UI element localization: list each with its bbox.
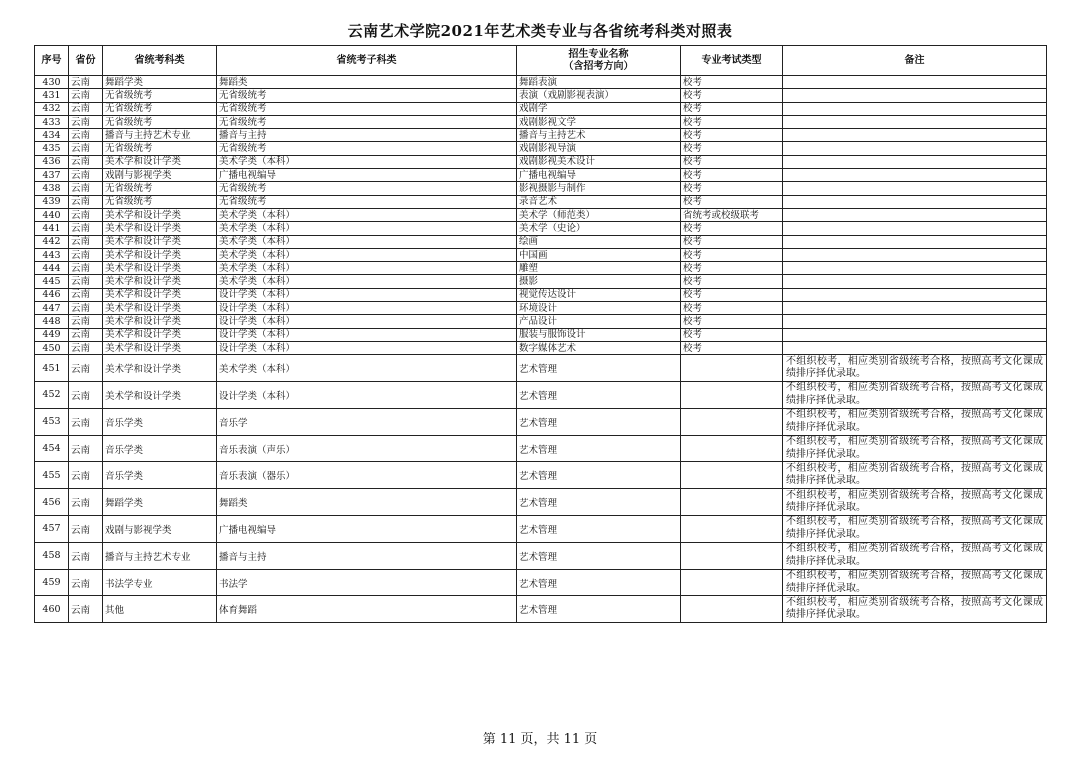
cell-major: 戏剧影视导演 bbox=[517, 142, 681, 155]
cell-seq: 431 bbox=[35, 89, 69, 102]
table-row bbox=[35, 76, 1047, 89]
cell-remark bbox=[783, 182, 1047, 195]
cell-exam-type bbox=[681, 542, 783, 569]
cell-seq: 447 bbox=[35, 302, 69, 315]
cell-seq: 458 bbox=[35, 542, 69, 569]
cell-major: 产品设计 bbox=[517, 315, 681, 328]
cell-subcategory: 设计学类（本科） bbox=[217, 315, 517, 328]
header-province: 省份 bbox=[69, 46, 103, 76]
cell-remark bbox=[783, 288, 1047, 301]
cell-remark bbox=[783, 89, 1047, 102]
cell-subcategory: 美术学类（本科） bbox=[217, 222, 517, 235]
header-remark: 备注 bbox=[783, 46, 1047, 76]
cell-major: 环境设计 bbox=[517, 302, 681, 315]
cell-category: 音乐学类 bbox=[103, 408, 217, 435]
cell-category: 播音与主持艺术专业 bbox=[103, 542, 217, 569]
cell-subcategory: 设计学类（本科） bbox=[217, 328, 517, 341]
cell-category: 戏剧与影视学类 bbox=[103, 169, 217, 182]
table-row bbox=[35, 569, 1047, 596]
cell-seq: 436 bbox=[35, 155, 69, 168]
cell-subcategory: 美术学类（本科） bbox=[217, 248, 517, 261]
cell-exam-type: 校考 bbox=[681, 182, 783, 195]
cell-seq: 449 bbox=[35, 328, 69, 341]
cell-province: 云南 bbox=[69, 129, 103, 142]
cell-exam-type: 校考 bbox=[681, 341, 783, 354]
cell-category: 美术学和设计学类 bbox=[103, 275, 217, 288]
cell-remark: 不组织校考，相应类别省级统考合格，按照高考文化课成绩排序择优录取。 bbox=[783, 542, 1047, 569]
cell-subcategory: 广播电视编导 bbox=[217, 169, 517, 182]
table-row bbox=[35, 382, 1047, 409]
cell-subcategory: 美术学类（本科） bbox=[217, 155, 517, 168]
header-major-line1: 招生专业名称 bbox=[568, 48, 629, 60]
mapping-table bbox=[34, 45, 1047, 623]
cell-remark bbox=[783, 302, 1047, 315]
cell-category: 无省级统考 bbox=[103, 102, 217, 115]
cell-remark: 不组织校考，相应类别省级统考合格，按照高考文化课成绩排序择优录取。 bbox=[783, 462, 1047, 489]
table-row bbox=[35, 462, 1047, 489]
table-row bbox=[35, 89, 1047, 102]
cell-remark bbox=[783, 142, 1047, 155]
cell-remark bbox=[783, 208, 1047, 221]
cell-subcategory: 无省级统考 bbox=[217, 195, 517, 208]
cell-subcategory: 设计学类（本科） bbox=[217, 302, 517, 315]
cell-category: 美术学和设计学类 bbox=[103, 288, 217, 301]
cell-exam-type bbox=[681, 516, 783, 543]
cell-exam-type: 校考 bbox=[681, 222, 783, 235]
cell-exam-type: 校考 bbox=[681, 129, 783, 142]
table-row bbox=[35, 169, 1047, 182]
table-row bbox=[35, 195, 1047, 208]
cell-subcategory: 设计学类（本科） bbox=[217, 288, 517, 301]
cell-category: 无省级统考 bbox=[103, 89, 217, 102]
cell-category: 美术学和设计学类 bbox=[103, 235, 217, 248]
cell-category: 美术学和设计学类 bbox=[103, 315, 217, 328]
cell-exam-type: 校考 bbox=[681, 102, 783, 115]
cell-category: 无省级统考 bbox=[103, 182, 217, 195]
cell-province: 云南 bbox=[69, 288, 103, 301]
table-row bbox=[35, 341, 1047, 354]
cell-province: 云南 bbox=[69, 569, 103, 596]
cell-major: 数字媒体艺术 bbox=[517, 341, 681, 354]
cell-province: 云南 bbox=[69, 302, 103, 315]
table-row bbox=[35, 155, 1047, 168]
cell-category: 音乐学类 bbox=[103, 462, 217, 489]
cell-province: 云南 bbox=[69, 489, 103, 516]
cell-category: 美术学和设计学类 bbox=[103, 222, 217, 235]
cell-subcategory: 美术学类（本科） bbox=[217, 262, 517, 275]
cell-remark bbox=[783, 102, 1047, 115]
table-row bbox=[35, 408, 1047, 435]
cell-exam-type bbox=[681, 435, 783, 462]
cell-exam-type: 校考 bbox=[681, 142, 783, 155]
cell-exam-type: 校考 bbox=[681, 76, 783, 89]
cell-province: 云南 bbox=[69, 341, 103, 354]
cell-exam-type: 校考 bbox=[681, 328, 783, 341]
cell-major: 艺术管理 bbox=[517, 596, 681, 623]
cell-exam-type bbox=[681, 596, 783, 623]
cell-category: 美术学和设计学类 bbox=[103, 341, 217, 354]
cell-major: 戏剧学 bbox=[517, 102, 681, 115]
cell-province: 云南 bbox=[69, 435, 103, 462]
cell-major: 戏剧影视美术设计 bbox=[517, 155, 681, 168]
table-row bbox=[35, 248, 1047, 261]
cell-province: 云南 bbox=[69, 275, 103, 288]
cell-province: 云南 bbox=[69, 169, 103, 182]
cell-remark: 不组织校考，相应类别省级统考合格，按照高考文化课成绩排序择优录取。 bbox=[783, 382, 1047, 409]
cell-seq: 445 bbox=[35, 275, 69, 288]
table-header-row bbox=[35, 46, 1047, 76]
cell-category: 音乐学类 bbox=[103, 435, 217, 462]
cell-major: 美术学（师范类） bbox=[517, 208, 681, 221]
cell-exam-type bbox=[681, 408, 783, 435]
cell-province: 云南 bbox=[69, 516, 103, 543]
cell-category: 戏剧与影视学类 bbox=[103, 516, 217, 543]
cell-province: 云南 bbox=[69, 382, 103, 409]
cell-seq: 446 bbox=[35, 288, 69, 301]
table-row bbox=[35, 129, 1047, 142]
table-row bbox=[35, 142, 1047, 155]
cell-category: 美术学和设计学类 bbox=[103, 248, 217, 261]
cell-subcategory: 无省级统考 bbox=[217, 115, 517, 128]
cell-category: 美术学和设计学类 bbox=[103, 355, 217, 382]
cell-remark bbox=[783, 328, 1047, 341]
cell-remark: 不组织校考，相应类别省级统考合格，按照高考文化课成绩排序择优录取。 bbox=[783, 489, 1047, 516]
cell-seq: 457 bbox=[35, 516, 69, 543]
cell-remark bbox=[783, 76, 1047, 89]
cell-remark bbox=[783, 155, 1047, 168]
cell-subcategory: 播音与主持 bbox=[217, 542, 517, 569]
cell-category: 舞蹈学类 bbox=[103, 76, 217, 89]
cell-category: 无省级统考 bbox=[103, 142, 217, 155]
cell-subcategory: 舞蹈类 bbox=[217, 489, 517, 516]
cell-exam-type: 省统考或校级联考 bbox=[681, 208, 783, 221]
cell-province: 云南 bbox=[69, 102, 103, 115]
cell-province: 云南 bbox=[69, 596, 103, 623]
cell-major: 广播电视编导 bbox=[517, 169, 681, 182]
cell-major: 录音艺术 bbox=[517, 195, 681, 208]
cell-subcategory: 音乐表演（器乐） bbox=[217, 462, 517, 489]
table-row bbox=[35, 235, 1047, 248]
cell-remark bbox=[783, 235, 1047, 248]
cell-major: 艺术管理 bbox=[517, 435, 681, 462]
cell-province: 云南 bbox=[69, 115, 103, 128]
cell-remark bbox=[783, 275, 1047, 288]
cell-major: 艺术管理 bbox=[517, 408, 681, 435]
table-row bbox=[35, 288, 1047, 301]
cell-province: 云南 bbox=[69, 235, 103, 248]
table-row bbox=[35, 355, 1047, 382]
cell-subcategory: 美术学类（本科） bbox=[217, 355, 517, 382]
cell-major: 艺术管理 bbox=[517, 382, 681, 409]
cell-major: 服装与服饰设计 bbox=[517, 328, 681, 341]
cell-category: 书法学专业 bbox=[103, 569, 217, 596]
cell-exam-type: 校考 bbox=[681, 262, 783, 275]
cell-subcategory: 舞蹈类 bbox=[217, 76, 517, 89]
cell-province: 云南 bbox=[69, 328, 103, 341]
cell-province: 云南 bbox=[69, 542, 103, 569]
cell-major: 艺术管理 bbox=[517, 489, 681, 516]
table-row bbox=[35, 302, 1047, 315]
cell-category: 美术学和设计学类 bbox=[103, 262, 217, 275]
cell-seq: 442 bbox=[35, 235, 69, 248]
cell-subcategory: 音乐表演（声乐） bbox=[217, 435, 517, 462]
cell-remark bbox=[783, 129, 1047, 142]
cell-subcategory: 无省级统考 bbox=[217, 142, 517, 155]
cell-major: 表演（戏剧影视表演） bbox=[517, 89, 681, 102]
cell-seq: 433 bbox=[35, 115, 69, 128]
cell-subcategory: 广播电视编导 bbox=[217, 516, 517, 543]
cell-major: 艺术管理 bbox=[517, 355, 681, 382]
cell-province: 云南 bbox=[69, 248, 103, 261]
cell-seq: 432 bbox=[35, 102, 69, 115]
table-row bbox=[35, 275, 1047, 288]
table-row bbox=[35, 516, 1047, 543]
cell-major: 雕塑 bbox=[517, 262, 681, 275]
cell-remark bbox=[783, 341, 1047, 354]
cell-province: 云南 bbox=[69, 262, 103, 275]
header-category: 省统考科类 bbox=[103, 46, 217, 76]
cell-province: 云南 bbox=[69, 142, 103, 155]
cell-subcategory: 播音与主持 bbox=[217, 129, 517, 142]
table-row bbox=[35, 222, 1047, 235]
cell-category: 无省级统考 bbox=[103, 115, 217, 128]
cell-seq: 448 bbox=[35, 315, 69, 328]
cell-subcategory: 无省级统考 bbox=[217, 102, 517, 115]
cell-category: 美术学和设计学类 bbox=[103, 302, 217, 315]
cell-seq: 453 bbox=[35, 408, 69, 435]
cell-category: 美术学和设计学类 bbox=[103, 208, 217, 221]
cell-seq: 435 bbox=[35, 142, 69, 155]
cell-remark bbox=[783, 315, 1047, 328]
cell-seq: 443 bbox=[35, 248, 69, 261]
cell-seq: 439 bbox=[35, 195, 69, 208]
cell-category: 播音与主持艺术专业 bbox=[103, 129, 217, 142]
cell-exam-type: 校考 bbox=[681, 235, 783, 248]
cell-category: 美术学和设计学类 bbox=[103, 382, 217, 409]
cell-major: 影视摄影与制作 bbox=[517, 182, 681, 195]
cell-major: 播音与主持艺术 bbox=[517, 129, 681, 142]
cell-subcategory: 体育舞蹈 bbox=[217, 596, 517, 623]
cell-subcategory: 美术学类（本科） bbox=[217, 275, 517, 288]
cell-remark: 不组织校考，相应类别省级统考合格，按照高考文化课成绩排序择优录取。 bbox=[783, 596, 1047, 623]
cell-major: 艺术管理 bbox=[517, 462, 681, 489]
cell-remark: 不组织校考，相应类别省级统考合格，按照高考文化课成绩排序择优录取。 bbox=[783, 569, 1047, 596]
cell-category: 无省级统考 bbox=[103, 195, 217, 208]
table-row bbox=[35, 262, 1047, 275]
cell-province: 云南 bbox=[69, 355, 103, 382]
cell-seq: 460 bbox=[35, 596, 69, 623]
cell-category: 其他 bbox=[103, 596, 217, 623]
cell-category: 美术学和设计学类 bbox=[103, 155, 217, 168]
cell-province: 云南 bbox=[69, 462, 103, 489]
cell-seq: 430 bbox=[35, 76, 69, 89]
cell-subcategory: 书法学 bbox=[217, 569, 517, 596]
table-row bbox=[35, 435, 1047, 462]
cell-seq: 452 bbox=[35, 382, 69, 409]
cell-major: 艺术管理 bbox=[517, 569, 681, 596]
table-row bbox=[35, 542, 1047, 569]
cell-subcategory: 设计学类（本科） bbox=[217, 382, 517, 409]
cell-seq: 456 bbox=[35, 489, 69, 516]
cell-exam-type bbox=[681, 382, 783, 409]
cell-seq: 459 bbox=[35, 569, 69, 596]
cell-remark: 不组织校考，相应类别省级统考合格，按照高考文化课成绩排序择优录取。 bbox=[783, 435, 1047, 462]
cell-subcategory: 美术学类（本科） bbox=[217, 235, 517, 248]
table-row bbox=[35, 596, 1047, 623]
cell-exam-type: 校考 bbox=[681, 195, 783, 208]
table-row bbox=[35, 115, 1047, 128]
header-exam-type: 专业考试类型 bbox=[681, 46, 783, 76]
table-row bbox=[35, 208, 1047, 221]
cell-seq: 441 bbox=[35, 222, 69, 235]
cell-category: 美术学和设计学类 bbox=[103, 328, 217, 341]
table-row bbox=[35, 315, 1047, 328]
cell-exam-type bbox=[681, 462, 783, 489]
cell-exam-type bbox=[681, 489, 783, 516]
cell-exam-type: 校考 bbox=[681, 275, 783, 288]
cell-exam-type bbox=[681, 355, 783, 382]
cell-subcategory: 设计学类（本科） bbox=[217, 341, 517, 354]
cell-major: 视觉传达设计 bbox=[517, 288, 681, 301]
header-major-line2: （含招考方向） bbox=[563, 60, 634, 72]
cell-province: 云南 bbox=[69, 222, 103, 235]
cell-exam-type: 校考 bbox=[681, 248, 783, 261]
cell-major: 中国画 bbox=[517, 248, 681, 261]
header-subcategory: 省统考子科类 bbox=[217, 46, 517, 76]
cell-exam-type: 校考 bbox=[681, 115, 783, 128]
cell-province: 云南 bbox=[69, 195, 103, 208]
cell-major: 摄影 bbox=[517, 275, 681, 288]
cell-exam-type: 校考 bbox=[681, 169, 783, 182]
cell-seq: 437 bbox=[35, 169, 69, 182]
table-row bbox=[35, 102, 1047, 115]
cell-exam-type: 校考 bbox=[681, 288, 783, 301]
cell-subcategory: 无省级统考 bbox=[217, 89, 517, 102]
cell-exam-type: 校考 bbox=[681, 89, 783, 102]
table-body bbox=[35, 76, 1047, 623]
header-major bbox=[517, 46, 681, 76]
cell-exam-type: 校考 bbox=[681, 302, 783, 315]
table-row bbox=[35, 489, 1047, 516]
cell-major: 艺术管理 bbox=[517, 516, 681, 543]
cell-subcategory: 音乐学 bbox=[217, 408, 517, 435]
cell-remark bbox=[783, 115, 1047, 128]
cell-seq: 455 bbox=[35, 462, 69, 489]
cell-subcategory: 美术学类（本科） bbox=[217, 208, 517, 221]
header-seq: 序号 bbox=[35, 46, 69, 76]
cell-remark bbox=[783, 222, 1047, 235]
cell-remark bbox=[783, 169, 1047, 182]
cell-major: 戏剧影视文学 bbox=[517, 115, 681, 128]
cell-province: 云南 bbox=[69, 208, 103, 221]
cell-seq: 451 bbox=[35, 355, 69, 382]
cell-category: 舞蹈学类 bbox=[103, 489, 217, 516]
document-title: 云南艺术学院2021年艺术类专业与各省统考科类对照表 bbox=[347, 22, 733, 40]
cell-remark: 不组织校考，相应类别省级统考合格，按照高考文化课成绩排序择优录取。 bbox=[783, 516, 1047, 543]
cell-remark bbox=[783, 248, 1047, 261]
cell-major: 绘画 bbox=[517, 235, 681, 248]
cell-province: 云南 bbox=[69, 89, 103, 102]
cell-seq: 440 bbox=[35, 208, 69, 221]
cell-exam-type bbox=[681, 569, 783, 596]
cell-seq: 454 bbox=[35, 435, 69, 462]
cell-province: 云南 bbox=[69, 155, 103, 168]
cell-seq: 434 bbox=[35, 129, 69, 142]
cell-province: 云南 bbox=[69, 408, 103, 435]
cell-province: 云南 bbox=[69, 315, 103, 328]
cell-seq: 444 bbox=[35, 262, 69, 275]
page-footer: 第 11 页，共 11 页 bbox=[482, 732, 598, 747]
cell-exam-type: 校考 bbox=[681, 315, 783, 328]
table-row bbox=[35, 328, 1047, 341]
cell-major: 艺术管理 bbox=[517, 542, 681, 569]
cell-seq: 438 bbox=[35, 182, 69, 195]
cell-major: 美术学（史论） bbox=[517, 222, 681, 235]
table-row bbox=[35, 182, 1047, 195]
cell-remark bbox=[783, 262, 1047, 275]
cell-remark: 不组织校考，相应类别省级统考合格，按照高考文化课成绩排序择优录取。 bbox=[783, 408, 1047, 435]
cell-remark: 不组织校考，相应类别省级统考合格，按照高考文化课成绩排序择优录取。 bbox=[783, 355, 1047, 382]
cell-major: 舞蹈表演 bbox=[517, 76, 681, 89]
cell-province: 云南 bbox=[69, 182, 103, 195]
cell-seq: 450 bbox=[35, 341, 69, 354]
cell-subcategory: 无省级统考 bbox=[217, 182, 517, 195]
cell-province: 云南 bbox=[69, 76, 103, 89]
cell-exam-type: 校考 bbox=[681, 155, 783, 168]
cell-remark bbox=[783, 195, 1047, 208]
